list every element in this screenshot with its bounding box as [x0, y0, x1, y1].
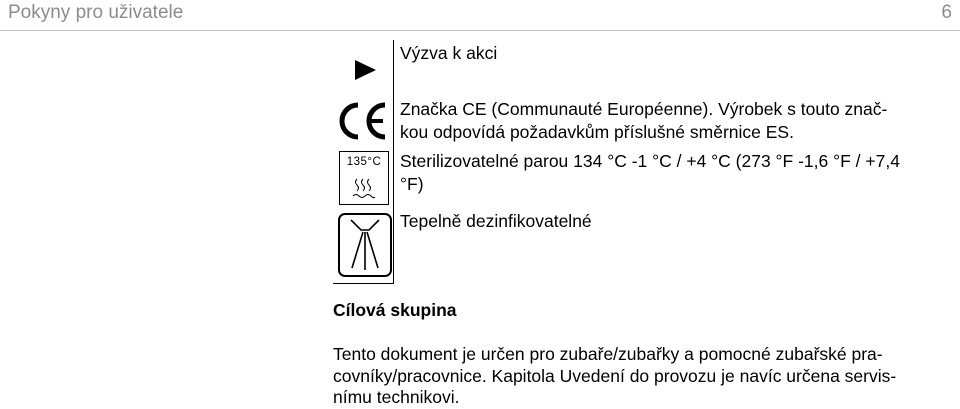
target-group-paragraph: Tento dokument je určen pro zubaře/zubařky a pomocné zubařské pra- covníky/pracovnice. Kapitola Uvedení do provozu je navíc určena servis- nímu technikovi. [333, 344, 897, 407]
page-number: 6 [941, 2, 952, 23]
header-divider [0, 30, 960, 31]
header-title: Pokyny pro uživatele [8, 2, 184, 23]
ce-mark-icon [336, 101, 391, 141]
symbol-description: Sterilizovatelné parou 134 °C -1 °C / +4 °C (273 °F -1,6 °F / +7,4 °F) [400, 151, 900, 194]
play-arrow-icon [352, 58, 378, 82]
symbol-table-divider [393, 40, 394, 283]
symbol-table-bottom-border [333, 283, 394, 284]
symbol-description: Značka CE (Communauté Européenne). Výrobek s touto znač- kou odpovídá požadavkům příslušné směrnice ES. [400, 99, 888, 142]
sterilization-icon: 135°C [339, 151, 389, 205]
symbol-description: Výzva k akci [400, 43, 498, 63]
thermo-disinfection-icon [337, 212, 393, 278]
symbol-description: Tepelně dezinfikovatelné [400, 211, 592, 231]
section-title: Cílová skupina [333, 300, 457, 320]
